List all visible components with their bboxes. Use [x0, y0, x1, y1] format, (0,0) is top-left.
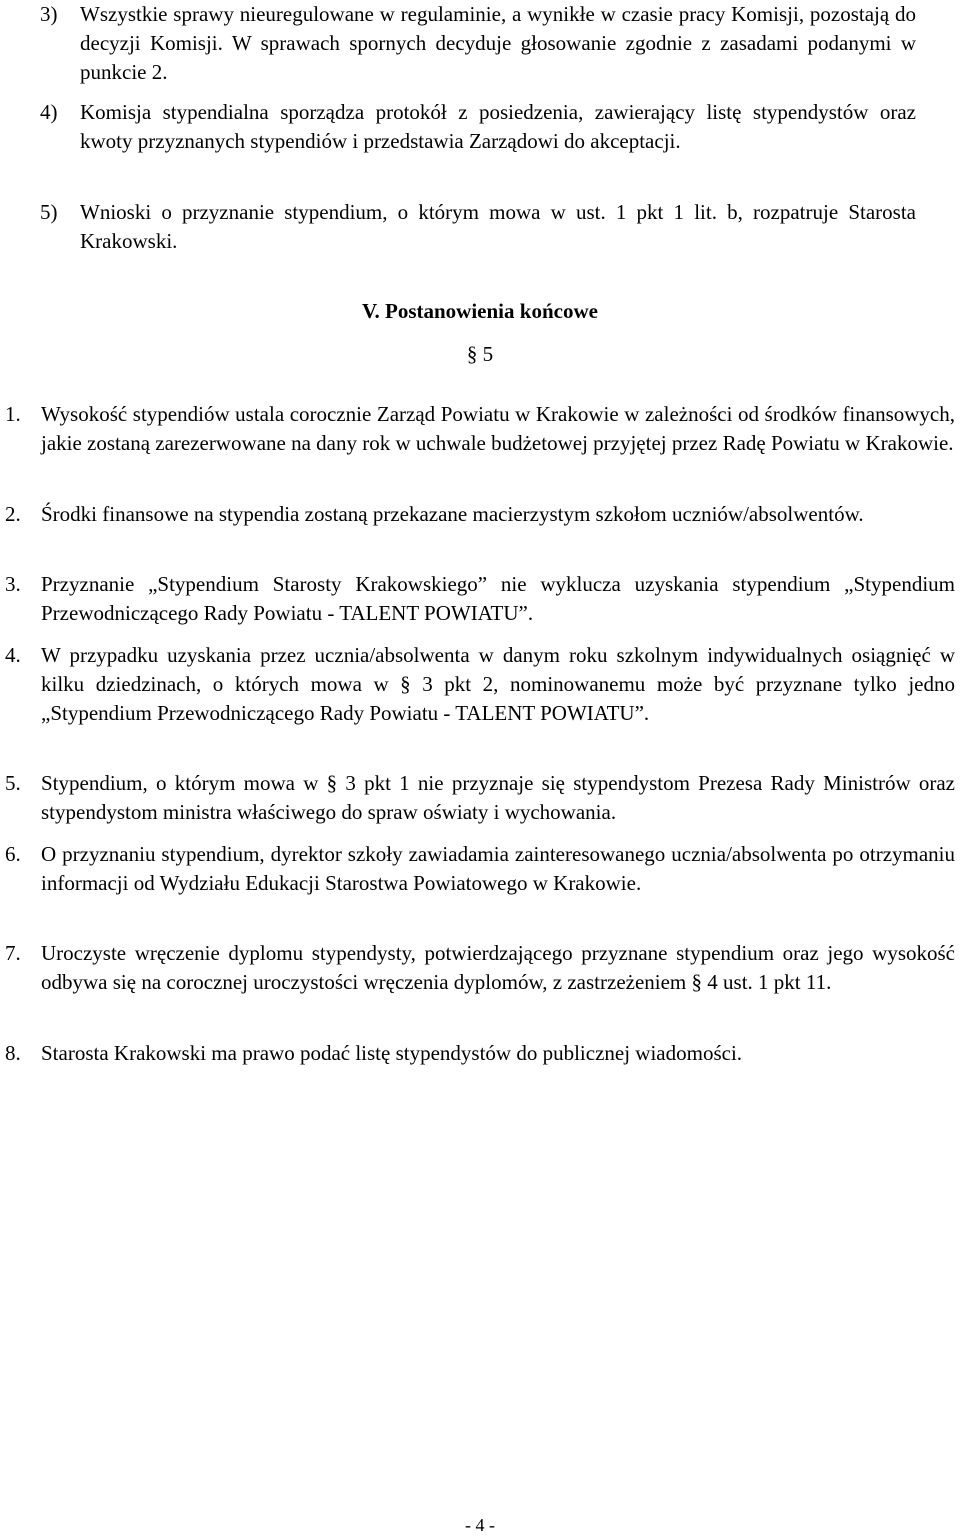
paragraph-text: O przyznaniu stypendium, dyrektor szkoły zawiadamia zainteresowanego ucznia/absolwenta po otrzymaniu informacji od Wydziału Edukacji Starostwa Powiatowego w Krakowie.: [41, 842, 955, 895]
list-item-text: Komisja stypendialna sporządza protokół z posiedzenia, zawierający listę stypendystów oraz kwoty przyznanych stypendiów i przedstawia Zarządowi do akceptacji.: [80, 100, 916, 153]
paragraph-4: [5, 641, 955, 728]
paragraph-text: Wysokość stypendiów ustala corocznie Zarząd Powiatu w Krakowie w zależności od środków finansowych, jakie zostaną zarezerwowane na dany rok w uchwale budżetowej przyjętej przez Radę Powiatu w Krakowie.: [41, 402, 955, 455]
paragraph-number: 2.: [5, 502, 21, 526]
list-item-text: Wnioski o przyznanie stypendium, o którym mowa w ust. 1 pkt 1 lit. b, rozpatruje Starosta Krakowski.: [80, 200, 916, 253]
paragraph-number: 1.: [5, 402, 21, 426]
paragraph-number: 3.: [5, 572, 21, 596]
paragraph-text: Uroczyste wręczenie dyplomu stypendysty, potwierdzającego przyznane stypendium oraz jego wysokość odbywa się na corocznej uroczystości wręczenia dyplomów, z zastrzeżeniem § 4 ust. 1 pkt 11.: [41, 941, 955, 994]
paragraph-number: 6.: [5, 842, 21, 866]
paragraph-text: Starosta Krakowski ma prawo podać listę stypendystów do publicznej wiadomości.: [41, 1041, 743, 1065]
page-number: - 4 -: [465, 1515, 495, 1535]
list-item-5: [40, 198, 916, 256]
paragraph-text: Przyznanie „Stypendium Starosty Krakowskiego” nie wyklucza uzyskania stypendium „Stypendium Przewodniczącego Rady Powiatu - TALENT POWIATU”.: [41, 572, 955, 625]
section-heading: V. Postanowienia końcowe: [362, 299, 598, 323]
paragraph-text: W przypadku uzyskania przez ucznia/absolwenta w danym roku szkolnym indywidualnych osiągnięć w kilku dziedzinach, o których mowa w § 3 pkt 2, nominowanemu może być przyznane tylko jedno „Stypendium Przewodniczącego Rady Powiatu - TALENT POWIATU”.: [41, 643, 955, 725]
list-item-number: 3): [40, 2, 58, 26]
paragraph-6: [5, 840, 955, 898]
list-item-3: [40, 0, 916, 87]
paragraph-number: 7.: [5, 941, 21, 965]
paragraph-number: 5.: [5, 771, 21, 795]
list-item-number: 4): [40, 100, 58, 124]
paragraph-8: [5, 1039, 955, 1068]
paragraph-text: Środki finansowe na stypendia zostaną przekazane macierzystym szkołom uczniów/absolwentów.: [41, 502, 864, 526]
paragraph-7: [5, 939, 955, 997]
list-item-text: Wszystkie sprawy nieuregulowane w regulaminie, a wynikłe w czasie pracy Komisji, pozostają do decyzji Komisji. W sprawach spornych decyduje głosowanie zgodnie z zasadami podanymi w punkcie 2.: [80, 2, 916, 84]
list-item-4: [40, 98, 916, 156]
paragraph-2: [5, 500, 955, 529]
paragraph-text: Stypendium, o którym mowa w § 3 pkt 1 nie przyznaje się stypendystom Prezesa Rady Ministrów oraz stypendystom ministra właściwego do spraw oświaty i wychowania.: [41, 771, 955, 824]
paragraph-3: [5, 570, 955, 628]
section-mark: § 5: [466, 342, 494, 366]
paragraph-5: [5, 769, 955, 827]
paragraph-number: 4.: [5, 643, 21, 667]
list-item-number: 5): [40, 200, 58, 224]
paragraph-number: 8.: [5, 1041, 21, 1065]
paragraph-1: [5, 400, 955, 458]
